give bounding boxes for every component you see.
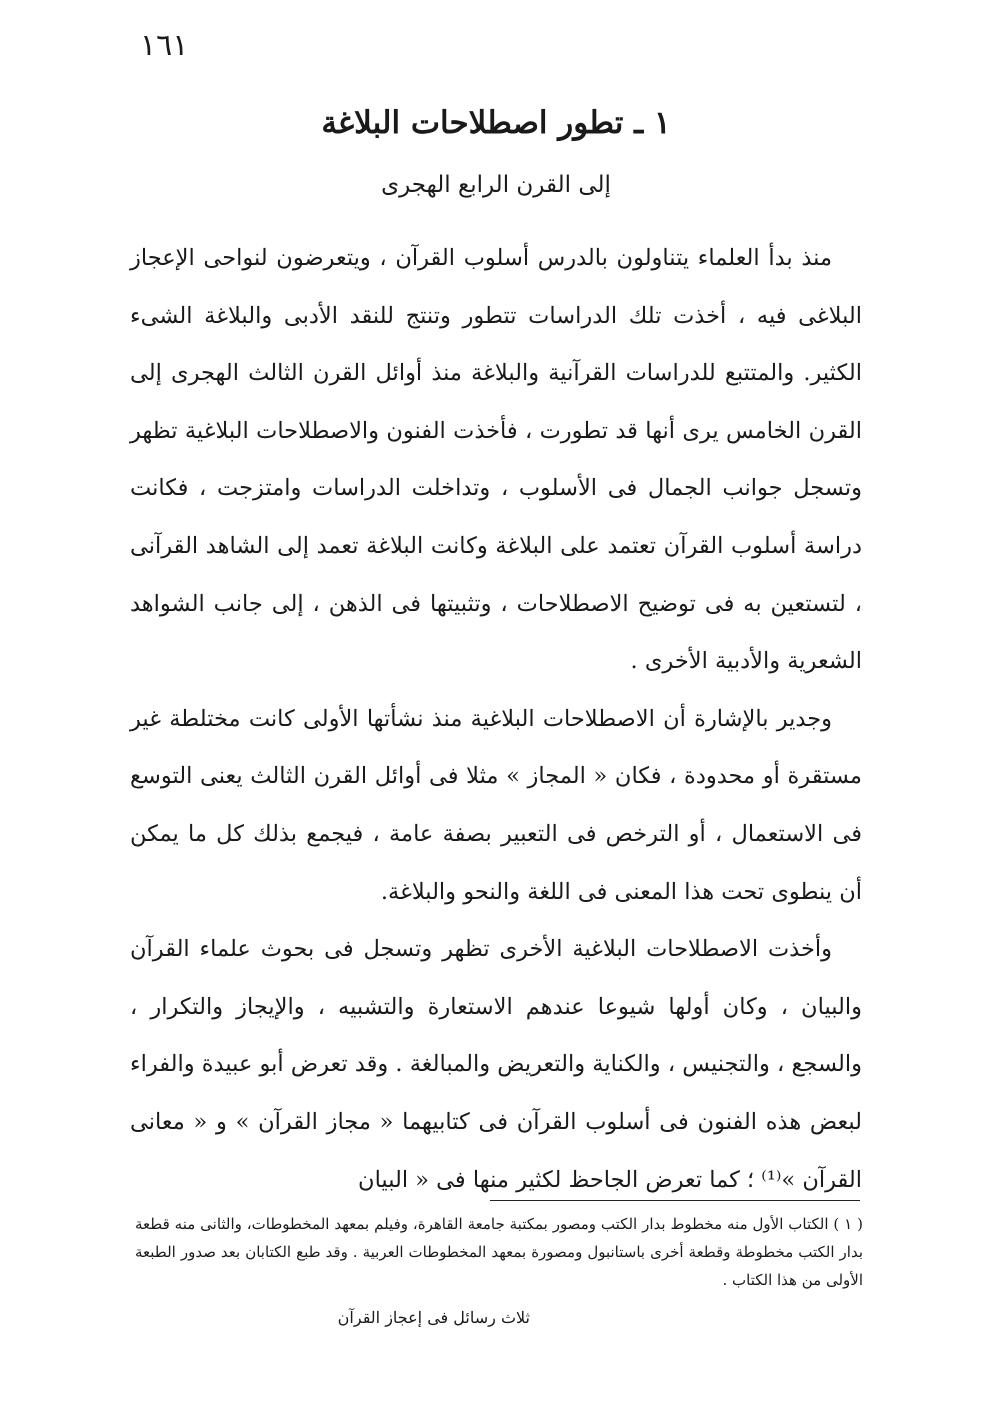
paragraph: منذ بدأ العلماء يتناولون بالدرس أسلوب القرآن ، ويتعرضون لنواحى الإعجاز البلاغى فيه ، أخذت تلك الدراسات تتطور وتنتج للنقد الأدبى والبلاغة الشىء الكثير. والمتتبع للدراسات القرآنية والبلاغة منذ أوائل القرن الثالث الهجرى إلى القرن الخامس يرى أنها قد تطورت ، فأخذت الفنون والاصطلاحات البلاغية تظهر وتسجل جوانب الجمال فى الأسلوب ، وتداخلت الدراسات وامتزجت ، فكانت دراسة أسلوب القرآن تعتمد على البلاغة وكانت البلاغة تعمد إلى الشاهد القرآنى ، لتستعين به فى توضيح الاصطلاحات ، وتثبيتها فى الذهن ، إلى جانب الشواهد الشعرية والأدبية الأخرى . <box>130 245 863 675</box>
chapter-subtitle: إلى القرن الرابع الهجرى <box>381 172 611 198</box>
chapter-title: ١ ـ تطور اصطلاحات البلاغة <box>321 105 671 141</box>
footnote-divider <box>490 1200 860 1201</box>
page-number: ١٦١ <box>140 28 189 63</box>
footnote <box>135 1210 863 1294</box>
running-footer: ثلاث رسائل فى إعجاز القرآن <box>337 1308 530 1327</box>
paragraph: وجدير بالإشارة أن الاصطلاحات البلاغية منذ نشأتها الأولى كانت مختلطة غير مستقرة أو محدودة ، فكان « المجاز » مثلا فى أوائل القرن الثالث يعنى التوسع فى الاستعمال ، أو الترخص فى التعبير بصفة عامة ، فيجمع بذلك كل ما يمكن أن ينطوى تحت هذا المعنى فى اللغة والنحو والبلاغة. <box>130 705 862 905</box>
paragraph: وأخذت الاصطلاحات البلاغية الأخرى تظهر وتسجل فى بحوث علماء القرآن والبيان ، وكان أولها شيوعا عندهم الاستعارة والتشبيه ، والإيجاز والتكرار ، والسجع ، والتجنيس ، والكناية والتعريض والمبالغة . وقد تعرض أبو عبيدة والفراء لبعض هذه الفنون فى أسلوب القرآن فى كتابيهما « مجاز القرآن » و « معانى القرآن »⁽¹⁾ ؛ كما تعرض الجاحظ لكثير منها فى « البيان <box>130 936 862 1193</box>
body-text <box>130 230 862 1209</box>
footnote-text: ( ١ ) الكتاب الأول منه مخطوط بدار الكتب ومصور بمكتبة جامعة القاهرة، وفيلم بمعهد المخطوطات، والثانى منه قطعة بدار الكتب مخطوطة وقطعة أخرى باستانبول ومصورة بمعهد المخطوطات العربية . وقد طبع الكتابان بعد صدور الطبعة الأولى من هذا الكتاب . <box>135 1215 863 1289</box>
